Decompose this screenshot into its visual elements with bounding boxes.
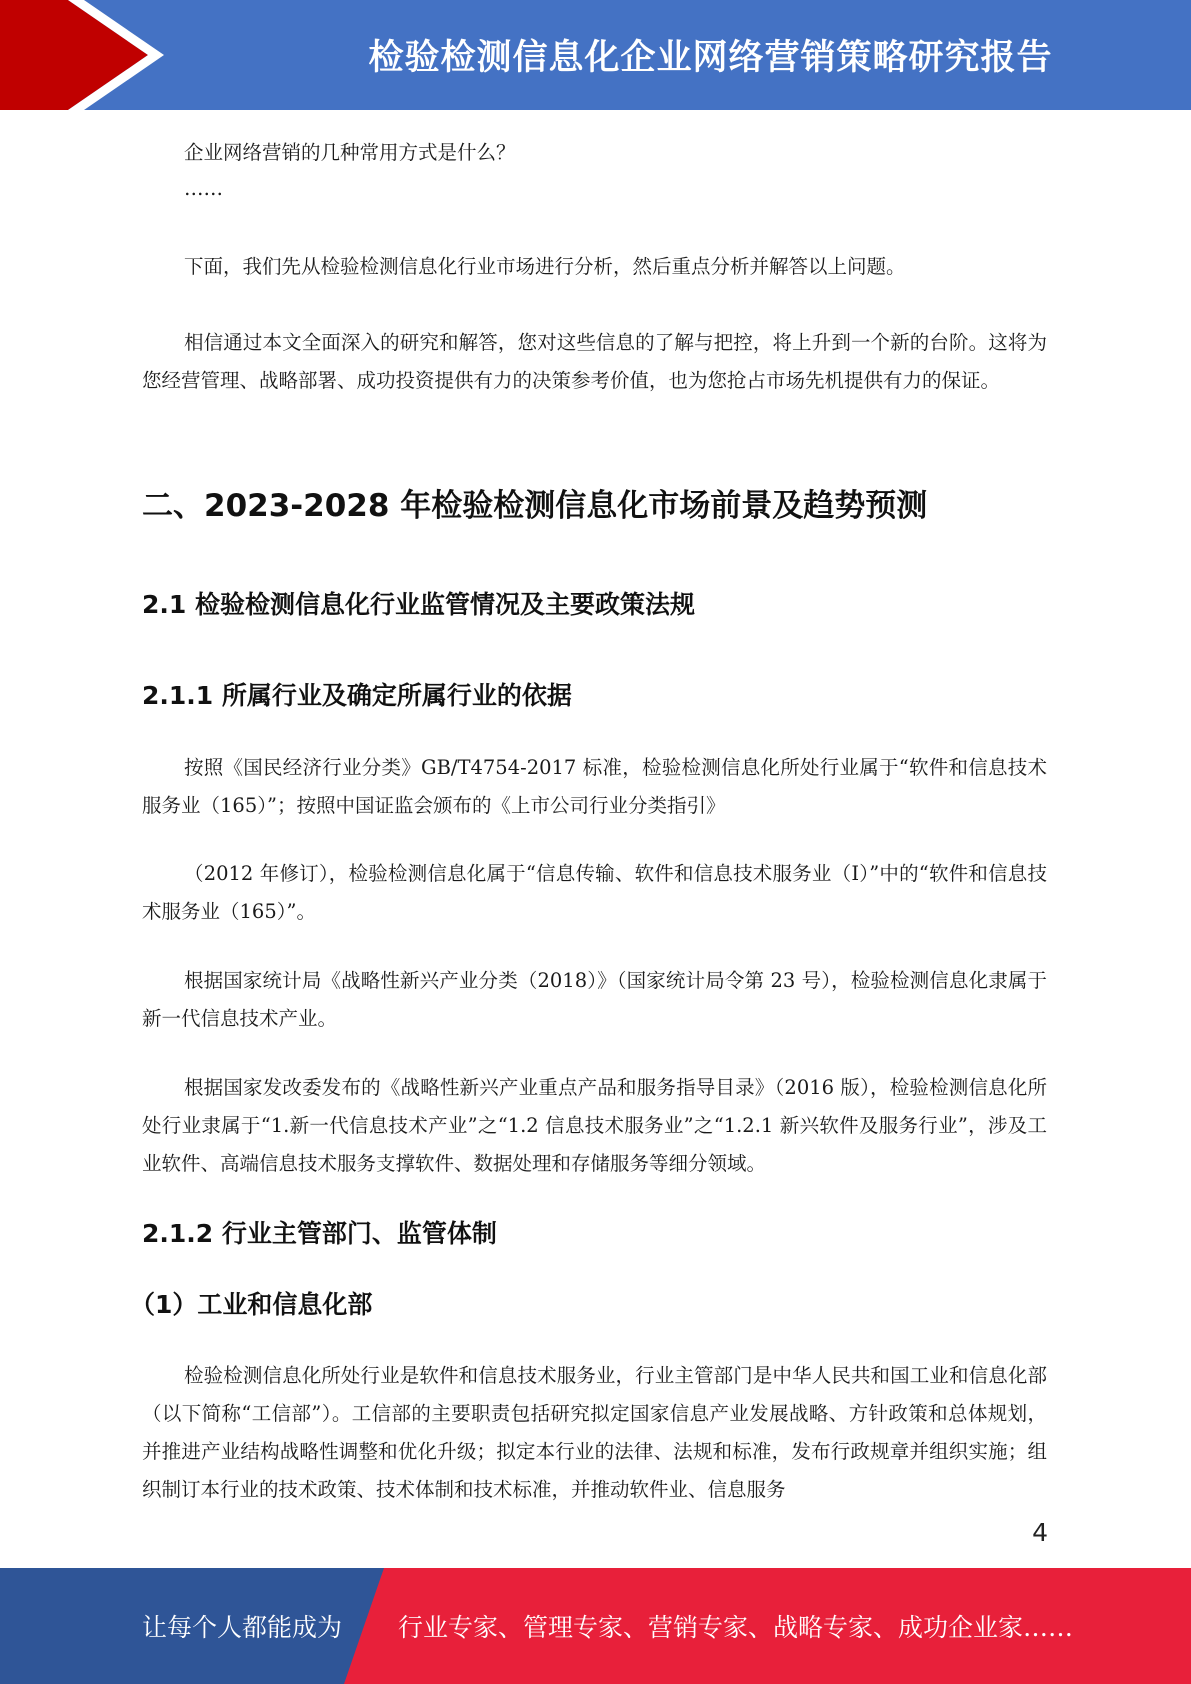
page-header: [0, 0, 1191, 110]
section-2-1-1-heading: 2.1.1 所属行业及确定所属行业的依据: [142, 681, 572, 710]
question-line: 企业网络营销的几种常用方式是什么？: [184, 141, 516, 164]
page-number: 4: [1032, 1518, 1048, 1547]
section-2-heading: 二、2023-2028 年检验检测信息化市场前景及趋势预测: [142, 488, 928, 524]
paragraph-csrc-classification: （2012 年修订），检验检测信息化属于“信息传输、软件和信息技术服务业（I）”中的“软件和信息技术服务业（165）”。: [142, 862, 1047, 923]
footer-slogan-right: 行业专家、管理专家、营销专家、战略专家、成功企业家……: [398, 1613, 1074, 1642]
paragraph-ndrc-catalog: 根据国家发改委发布的《战略性新兴产业重点产品和服务指导目录》（2016 版），检验检测信息化所处行业隶属于“1.新一代信息技术产业”之“1.2 信息技术服务业”之“1.2.1 新兴软件及服务行业”，涉及工业软件、高端信息技术服务支撑软件、数据处理和存储服务等细分领域。: [142, 1076, 1047, 1175]
paragraph-industry-classification: 按照《国民经济行业分类》GB/T4754-2017 标准，检验检测信息化所处行业属于“软件和信息技术服务业（165）”；按照中国证监会颁布的《上市公司行业分类指引》: [142, 756, 1047, 817]
section-2-1-heading: 2.1 检验检测信息化行业监管情况及主要政策法规: [142, 590, 695, 619]
report-title: 检验检测信息化企业网络营销策略研究报告: [368, 38, 1053, 78]
ellipsis-line: ……: [184, 177, 223, 200]
page-footer: [0, 1568, 1191, 1684]
intro-paragraph-1: 下面，我们先从检验检测信息化行业市场进行分析，然后重点分析并解答以上问题。: [184, 255, 906, 278]
footer-slogan-left: 让每个人都能成为: [142, 1613, 343, 1642]
section-2-1-2-heading: 2.1.2 行业主管部门、监管体制: [142, 1219, 497, 1248]
subsection-1-heading: （1）工业和信息化部: [130, 1290, 373, 1319]
paragraph-miit: 检验检测信息化所处行业是软件和信息技术服务业，行业主管部门是中华人民共和国工业和信息化部（以下简称“工信部”）。工信部的主要职责包括研究拟定国家信息产业发展战略、方针政策和总体规划，并推进产业结构战略性调整和优化升级；拟定本行业的法律、法规和标准，发布行政规章并组织实施；组织制订本行业的技术政策、技术体制和技术标准，并推动软件业、信息服务: [142, 1364, 1047, 1501]
intro-paragraph-2: 相信通过本文全面深入的研究和解答，您对这些信息的了解与把控，将上升到一个新的台阶。这将为您经营管理、战略部署、成功投资提供有力的决策参考价值，也为您抢占市场先机提供有力的保证。: [142, 331, 1047, 392]
paragraph-statistics-bureau: 根据国家统计局《战略性新兴产业分类（2018）》（国家统计局令第 23 号），检验检测信息化隶属于新一代信息技术产业。: [142, 969, 1047, 1030]
